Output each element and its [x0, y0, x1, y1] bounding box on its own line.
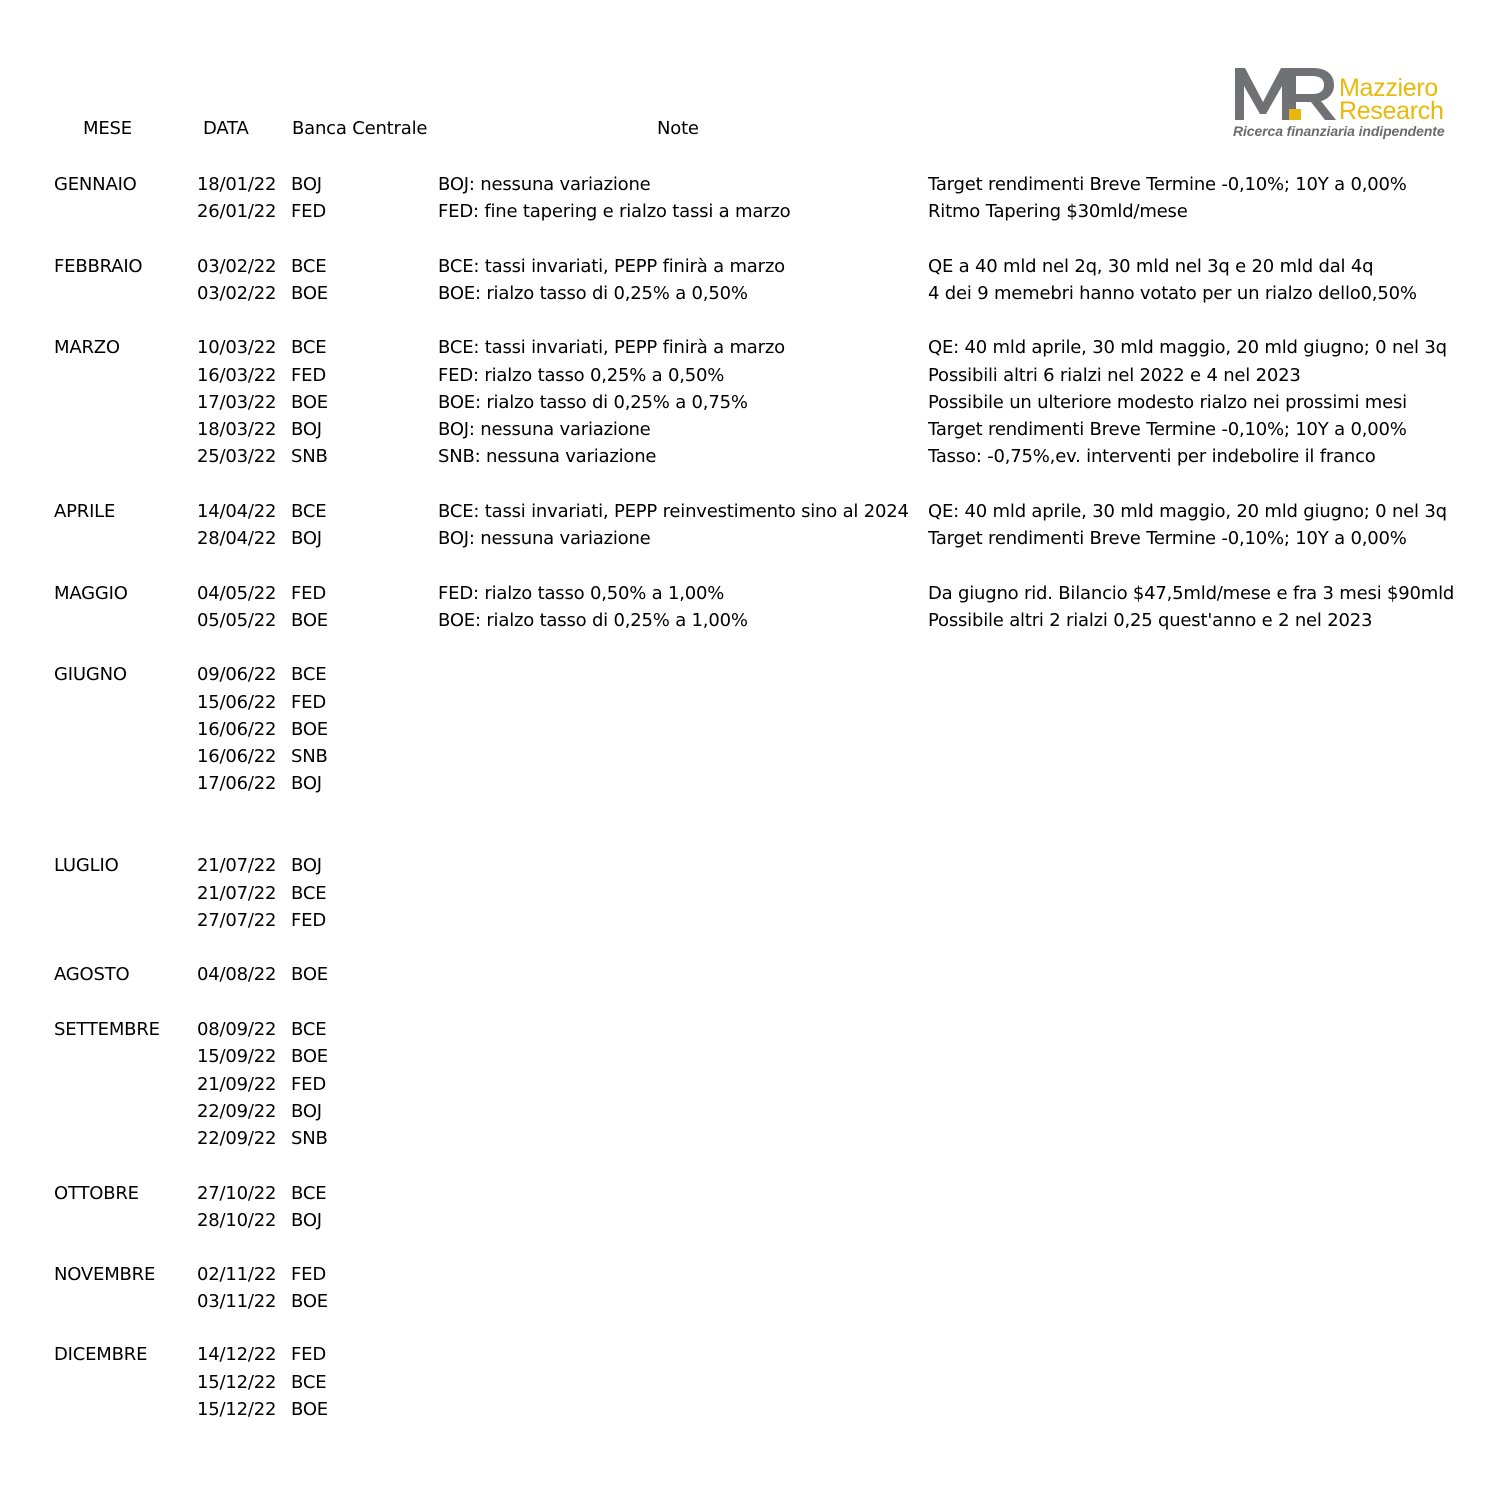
table-row [0, 1180, 1500, 1207]
cell-note: FED: fine tapering e rialzo tassi a marzo [438, 201, 791, 222]
cell-data: 05/05/22 [197, 610, 277, 631]
table-row [0, 880, 1500, 907]
table-row [0, 362, 1500, 389]
cell-banca-centrale: BCE [291, 501, 327, 522]
cell-data: 18/01/22 [197, 174, 277, 195]
cell-data: 04/08/22 [197, 964, 277, 985]
cell-note: SNB: nessuna variazione [438, 446, 657, 467]
cell-banca-centrale: BCE [291, 1019, 327, 1040]
table-row [0, 416, 1500, 443]
cell-note: BOE: rialzo tasso di 0,25% a 1,00% [438, 610, 748, 631]
cell-note: BOJ: nessuna variazione [438, 419, 651, 440]
cell-data: 21/07/22 [197, 883, 277, 904]
cell-dettaglio: Possibili altri 6 rialzi nel 2022 e 4 nel 2023 [928, 365, 1301, 386]
cell-data: 02/11/22 [197, 1264, 277, 1285]
cell-mese: OTTOBRE [54, 1183, 139, 1204]
cell-banca-centrale: FED [291, 910, 326, 931]
table-row [0, 1207, 1500, 1234]
cell-data: 04/05/22 [197, 583, 277, 604]
cell-dettaglio: Target rendimenti Breve Termine -0,10%; 10Y a 0,00% [928, 528, 1407, 549]
table-row [0, 1288, 1500, 1315]
header-mese: MESE [83, 118, 132, 139]
cell-note: BOE: rialzo tasso di 0,25% a 0,50% [438, 283, 748, 304]
cell-banca-centrale: BOE [291, 1399, 328, 1420]
cell-dettaglio: QE: 40 mld aprile, 30 mld maggio, 20 mld giugno; 0 nel 3q [928, 337, 1447, 358]
cell-dettaglio: Target rendimenti Breve Termine -0,10%; 10Y a 0,00% [928, 174, 1407, 195]
table-row [0, 1341, 1500, 1368]
table-row [0, 961, 1500, 988]
cell-banca-centrale: FED [291, 365, 326, 386]
cell-dettaglio: QE: 40 mld aprile, 30 mld maggio, 20 mld giugno; 0 nel 3q [928, 501, 1447, 522]
cell-note: BCE: tassi invariati, PEPP reinvestimento sino al 2024 [438, 501, 909, 522]
cell-dettaglio: Ritmo Tapering $30mld/mese [928, 201, 1188, 222]
cell-mese: NOVEMBRE [54, 1264, 156, 1285]
cell-data: 21/07/22 [197, 855, 277, 876]
cell-banca-centrale: BOJ [291, 528, 322, 549]
cell-banca-centrale: BCE [291, 337, 327, 358]
cell-banca-centrale: FED [291, 1344, 326, 1365]
cell-data: 10/03/22 [197, 337, 277, 358]
cell-data: 22/09/22 [197, 1101, 277, 1122]
cell-mese: AGOSTO [54, 964, 130, 985]
cell-data: 27/07/22 [197, 910, 277, 931]
table-row [0, 525, 1500, 552]
cell-banca-centrale: BOJ [291, 855, 322, 876]
table-row [0, 661, 1500, 688]
table-row [0, 1016, 1500, 1043]
table-row [0, 607, 1500, 634]
cell-data: 28/04/22 [197, 528, 277, 549]
table-row [0, 443, 1500, 470]
cell-banca-centrale: FED [291, 1264, 326, 1285]
cell-banca-centrale: BOJ [291, 174, 322, 195]
table-row [0, 1125, 1500, 1152]
cell-data: 09/06/22 [197, 664, 277, 685]
cell-banca-centrale: FED [291, 1074, 326, 1095]
cell-banca-centrale: BOJ [291, 773, 322, 794]
mazziero-research-logo [1233, 62, 1473, 142]
table-row [0, 1071, 1500, 1098]
cell-banca-centrale: SNB [291, 746, 328, 767]
cell-mese: MARZO [54, 337, 120, 358]
cell-banca-centrale: BOJ [291, 419, 322, 440]
cell-data: 14/12/22 [197, 1344, 277, 1365]
cell-banca-centrale: BOJ [291, 1210, 322, 1231]
cell-data: 25/03/22 [197, 446, 277, 467]
cell-note: BOJ: nessuna variazione [438, 174, 651, 195]
cell-banca-centrale: BOJ [291, 1101, 322, 1122]
table-row [0, 1043, 1500, 1070]
cell-data: 16/06/22 [197, 746, 277, 767]
cell-data: 17/03/22 [197, 392, 277, 413]
cell-banca-centrale: SNB [291, 446, 328, 467]
cell-note: BCE: tassi invariati, PEPP finirà a marzo [438, 256, 785, 277]
cell-data: 15/09/22 [197, 1046, 277, 1067]
header-note: Note [657, 118, 699, 139]
cell-data: 16/03/22 [197, 365, 277, 386]
cell-dettaglio: Target rendimenti Breve Termine -0,10%; 10Y a 0,00% [928, 419, 1407, 440]
table-row [0, 907, 1500, 934]
table-row [0, 1261, 1500, 1288]
table-row [0, 280, 1500, 307]
cell-dettaglio: Tasso: -0,75%,ev. interventi per indebolire il franco [928, 446, 1376, 467]
cell-mese: DICEMBRE [54, 1344, 148, 1365]
table-row [0, 334, 1500, 361]
cell-data: 26/01/22 [197, 201, 277, 222]
cell-banca-centrale: SNB [291, 1128, 328, 1149]
cell-mese: LUGLIO [54, 855, 119, 876]
cell-banca-centrale: BOE [291, 283, 328, 304]
cell-note: FED: rialzo tasso 0,25% a 0,50% [438, 365, 725, 386]
table-row [0, 171, 1500, 198]
cell-note: BOJ: nessuna variazione [438, 528, 651, 549]
cell-dettaglio: 4 dei 9 memebri hanno votato per un rialzo dello0,50% [928, 283, 1417, 304]
cell-banca-centrale: FED [291, 201, 326, 222]
table-row [0, 1369, 1500, 1396]
table-row [0, 716, 1500, 743]
cell-data: 08/09/22 [197, 1019, 277, 1040]
cell-dettaglio: Da giugno rid. Bilancio $47,5mld/mese e fra 3 mesi $90mld [928, 583, 1455, 604]
table-row [0, 498, 1500, 525]
mr-monogram-icon [1233, 62, 1339, 122]
table-row [0, 198, 1500, 225]
cell-banca-centrale: BOE [291, 719, 328, 740]
cell-banca-centrale: BOE [291, 1046, 328, 1067]
table-row [0, 689, 1500, 716]
cell-mese: FEBBRAIO [54, 256, 143, 277]
cell-data: 21/09/22 [197, 1074, 277, 1095]
cell-banca-centrale: BOE [291, 392, 328, 413]
cell-banca-centrale: FED [291, 692, 326, 713]
cell-banca-centrale: BOE [291, 1291, 328, 1312]
header-data: DATA [203, 118, 249, 139]
cell-banca-centrale: BCE [291, 664, 327, 685]
cell-data: 27/10/22 [197, 1183, 277, 1204]
cell-mese: SETTEMBRE [54, 1019, 160, 1040]
table-row [0, 389, 1500, 416]
table-row [0, 770, 1500, 797]
cell-dettaglio: QE a 40 mld nel 2q, 30 mld nel 3q e 20 mld dal 4q [928, 256, 1374, 277]
cell-data: 14/04/22 [197, 501, 277, 522]
logo-name-line2: Research [1339, 97, 1444, 125]
cell-banca-centrale: BCE [291, 883, 327, 904]
cell-mese: MAGGIO [54, 583, 128, 604]
table-row [0, 580, 1500, 607]
cell-data: 03/02/22 [197, 283, 277, 304]
table-row [0, 743, 1500, 770]
cell-note: BOE: rialzo tasso di 0,25% a 0,75% [438, 392, 748, 413]
cell-mese: APRILE [54, 501, 116, 522]
cell-data: 18/03/22 [197, 419, 277, 440]
cell-banca-centrale: BCE [291, 256, 327, 277]
cell-banca-centrale: FED [291, 583, 326, 604]
table-row [0, 852, 1500, 879]
cell-data: 03/02/22 [197, 256, 277, 277]
table-row [0, 1098, 1500, 1125]
cell-data: 16/06/22 [197, 719, 277, 740]
cell-note: BCE: tassi invariati, PEPP finirà a marzo [438, 337, 785, 358]
cell-dettaglio: Possibile altri 2 rialzi 0,25 quest'anno e 2 nel 2023 [928, 610, 1373, 631]
cell-data: 28/10/22 [197, 1210, 277, 1231]
logo-name-line1: Mazziero [1339, 74, 1439, 102]
cell-banca-centrale: BOE [291, 610, 328, 631]
cell-banca-centrale: BCE [291, 1372, 327, 1393]
cell-data: 15/12/22 [197, 1399, 277, 1420]
logo-tagline: Ricerca finanziaria indipendente [1233, 123, 1445, 139]
cell-data: 15/06/22 [197, 692, 277, 713]
cell-data: 15/12/22 [197, 1372, 277, 1393]
cell-mese: GENNAIO [54, 174, 137, 195]
cell-data: 17/06/22 [197, 773, 277, 794]
cell-banca-centrale: BCE [291, 1183, 327, 1204]
table-row [0, 1396, 1500, 1423]
header-banca-centrale: Banca Centrale [292, 118, 428, 139]
table-row [0, 253, 1500, 280]
cell-data: 03/11/22 [197, 1291, 277, 1312]
cell-data: 22/09/22 [197, 1128, 277, 1149]
cell-banca-centrale: BOE [291, 964, 328, 985]
cell-dettaglio: Possibile un ulteriore modesto rialzo nei prossimi mesi [928, 392, 1407, 413]
cell-note: FED: rialzo tasso 0,50% a 1,00% [438, 583, 725, 604]
cell-mese: GIUGNO [54, 664, 127, 685]
